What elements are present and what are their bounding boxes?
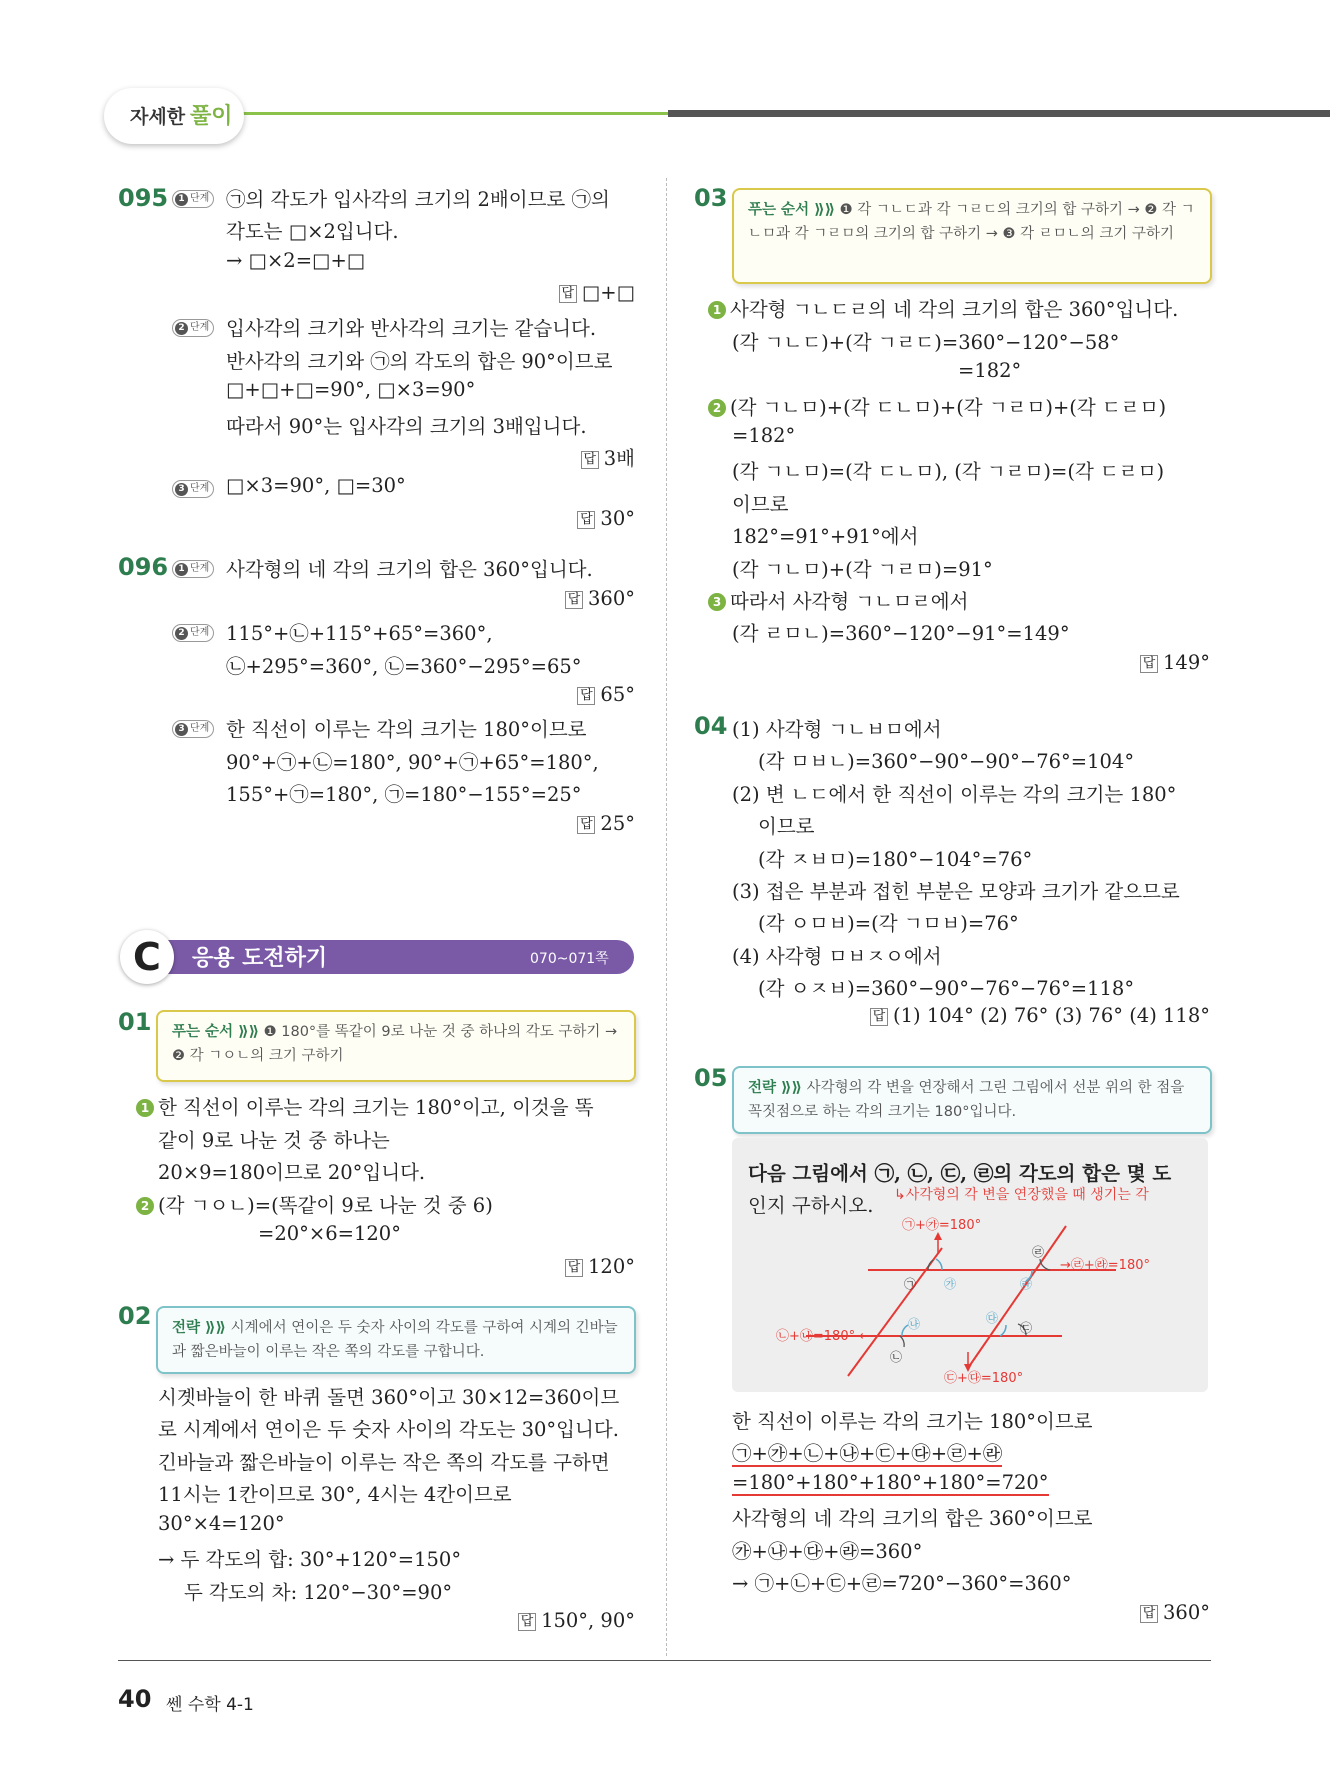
step-badge: 3 단계 (172, 720, 214, 738)
text-line: 사각형의 네 각의 크기의 합은 360°이므로 (732, 1507, 1093, 1530)
text-line: 90°+㉠+㉡=180°, 90°+㉠+65°=180°, (226, 751, 599, 774)
header-badge-part2: 풀이 (190, 104, 233, 129)
page-number: 40 (118, 1685, 152, 1713)
section-title: 응용 도전하기 (192, 946, 328, 971)
step-badge: 1 단계 (172, 560, 214, 578)
text-line: 2 (각 ㄱㄴㅁ)+(각 ㄷㄴㅁ)+(각 ㄱㄹㅁ)+(각 ㄷㄹㅁ) (708, 392, 1166, 420)
text-line: → ㉠+㉡+㉢+㉣=720°−360°=360° (732, 1572, 1072, 1595)
text-line: =182° (732, 424, 796, 447)
step-badge: 2 단계 (172, 624, 214, 642)
text-line: 같이 9로 나눈 것 중 하나는 (158, 1129, 390, 1152)
answer: 답 149° (1140, 651, 1210, 674)
figure-label-right: →㉣+㉱=180° (1060, 1258, 1150, 1273)
text-line: (3) 접은 부분과 접힌 부분은 모양과 크기가 같으므로 (732, 880, 1180, 903)
problem-text: 다음 그림에서 ㉠, ㉡, ㉢, ㉣의 각도의 합은 몇 도 (748, 1162, 1172, 1185)
step-badge: 2 단계 (172, 319, 214, 337)
text-line: (각 ㄱㄴㅁ)=(각 ㄷㄴㅁ), (각 ㄱㄹㅁ)=(각 ㄷㄹㅁ) (732, 460, 1165, 483)
strategy-box: 전략 ⟫⟫ 사각형의 각 변을 연장해서 그린 그림에서 선분 위의 한 점을 꼭짓점으로 하는 각의 크기는 180°입니다. (732, 1066, 1212, 1134)
problem-text: 인지 구하시오. (748, 1194, 874, 1217)
text-line: =180°+180°+180°+180°=720° (732, 1471, 1049, 1494)
order-box: 푸는 순서 ⟫⟫ ❶ 180°를 똑같이 9로 나눈 것 중 하나의 각도 구하기 → ❷ 각 ㄱㅇㄴ의 크기 구하기 (156, 1010, 636, 1082)
text-line: □×3=90°, □=30° (226, 474, 406, 497)
text-line: 두 각도의 차: 120°−30°=90° (184, 1581, 453, 1604)
answer: 답 25° (577, 812, 635, 835)
text-line: 로 시계에서 연이은 두 숫자 사이의 각도는 30°입니다. (158, 1418, 619, 1441)
text-line: 입사각의 크기와 반사각의 크기는 같습니다. (226, 317, 597, 340)
text-line: 반사각의 크기와 ㉠의 각도의 합은 90°이므로 (226, 350, 613, 373)
answer: 답 120° (565, 1255, 635, 1278)
header-rule (668, 110, 1330, 117)
text-line: 182°=91°+91°에서 (732, 525, 919, 548)
text-line: 사각형의 네 각의 크기의 합은 360°입니다. (226, 558, 593, 581)
text-line: → 두 각도의 합: 30°+120°=150° (158, 1548, 462, 1571)
order-box: 푸는 순서 ⟫⟫ ❶ 각 ㄱㄴㄷ과 각 ㄱㄹㄷ의 크기의 합 구하기 → ❷ 각 ㄱㄴㅁ과 각 ㄱㄹㅁ의 크기의 합 구하기 → ❸ 각 ㄹㅁㄴ의 크기 구하기 (732, 188, 1212, 284)
text-line: 1 사각형 ㄱㄴㄷㄹ의 네 각의 크기의 합은 360°입니다. (708, 294, 1178, 322)
text-line: (1) 사각형 ㄱㄴㅂㅁ에서 (732, 718, 942, 741)
text-line: (각 ㅁㅂㄴ)=360°−90°−90°−76°=104° (758, 750, 1135, 773)
text-line: 2 (각 ㄱㅇㄴ)=(똑같이 9로 나눈 것 중 6) (136, 1190, 493, 1218)
figure-label-left: ㉡+㉯=180° ← (776, 1329, 871, 1344)
text-line: =20°×6=120° (258, 1222, 401, 1245)
text-line: → □×2=□+□ (226, 249, 366, 272)
text-line: 3 따라서 사각형 ㄱㄴㅁㄹ에서 (708, 586, 968, 614)
text-line: 1 한 직선이 이루는 각의 크기는 180°이고, 이것을 똑 (136, 1092, 594, 1120)
text-line: 11시는 1칸이므로 30°, 4시는 4칸이므로 (158, 1483, 512, 1506)
answer: 답 150°, 90° (518, 1609, 635, 1632)
text-line: 30°×4=120° (158, 1512, 285, 1535)
footer-rule (118, 1660, 1211, 1661)
text-line: ㉠+㉮+㉡+㉯+㉢+㉰+㉣+㉱ (732, 1442, 1003, 1465)
strategy-box: 전략 ⟫⟫ 시계에서 연이은 두 숫자 사이의 각도를 구하여 시계의 긴바늘과 짧은바늘이 이루는 작은 쪽의 각도를 구합니다. (156, 1306, 636, 1374)
answer: 답 (1) 104° (2) 76° (3) 76° (4) 118° (870, 1004, 1210, 1027)
angle-mark: ㉡ (890, 1350, 903, 1364)
problem-number: 02 (118, 1302, 152, 1330)
figure-label-top: ㉠+㉮=180° (902, 1218, 982, 1233)
text-line: 20×9=180이므로 20°입니다. (158, 1161, 426, 1184)
step-badge: 3 단계 (172, 480, 214, 498)
section-pages: 070~071쪽 (530, 951, 609, 967)
answer: 답 360° (1140, 1601, 1210, 1624)
section-letter-badge: C (120, 930, 174, 984)
step-badge: 1 단계 (172, 190, 214, 208)
answer: 답 □+□ (559, 281, 635, 304)
text-line: 한 직선이 이루는 각의 크기는 180°이므로 (226, 718, 587, 741)
text-line: (각 ㄱㄴㅁ)+(각 ㄱㄹㅁ)=91° (732, 558, 993, 581)
text-line: (각 ㅈㅂㅁ)=180°−104°=76° (758, 848, 1033, 871)
header-badge-part1: 자세한 (130, 106, 186, 128)
angle-mark: ㉮ (944, 1277, 957, 1291)
text-line: □+□+□=90°, □×3=90° (226, 378, 476, 401)
answer: 답 360° (565, 587, 635, 610)
book-title: 쎈 수학 4-1 (166, 1695, 254, 1715)
figure-label-bottom: ㉢+㉰=180° (944, 1371, 1024, 1386)
problem-number: 05 (694, 1064, 728, 1092)
text-line: 155°+㉠=180°, ㉠=180°−155°=25° (226, 783, 582, 806)
text-line: 115°+㉡+115°+65°=360°, (226, 622, 493, 645)
problem-figure-box (732, 1138, 1208, 1392)
column-divider (666, 178, 667, 1656)
text-line: 각도는 □×2입니다. (226, 220, 399, 243)
text-line: (각 ㅇㅁㅂ)=(각 ㄱㅁㅂ)=76° (758, 912, 1019, 935)
problem-number: 04 (694, 712, 728, 740)
header-badge (104, 88, 244, 144)
answer: 답 65° (577, 683, 635, 706)
text-line: (각 ㅇㅈㅂ)=360°−90°−76°−76°=118° (758, 977, 1135, 1000)
text-line: 시곗바늘이 한 바퀴 돌면 360°이고 30×12=360이므 (158, 1386, 620, 1409)
angle-mark: ㉯ (908, 1317, 921, 1331)
angle-mark: ㉰ (986, 1311, 999, 1325)
text-line: 따라서 90°는 입사각의 크기의 3배입니다. (226, 415, 587, 438)
answer: 답 3배 (581, 443, 635, 471)
text-line: (2) 변 ㄴㄷ에서 한 직선이 이루는 각의 크기는 180° (732, 783, 1177, 806)
text-line: 이므로 (758, 815, 815, 838)
text-line: ㉮+㉯+㉰+㉱=360° (732, 1540, 923, 1563)
text-line: (각 ㄱㄴㄷ)+(각 ㄱㄹㄷ)=360°−120°−58° (732, 331, 1120, 354)
answer: 답 30° (577, 507, 635, 530)
problem-number: 095 (118, 184, 169, 212)
text-line: (4) 사각형 ㅁㅂㅈㅇ에서 (732, 945, 942, 968)
angle-mark: ㉣ (1032, 1245, 1045, 1259)
text-line: ㉡+295°=360°, ㉡=360°−295°=65° (226, 655, 582, 678)
header-accent-rule (220, 112, 668, 115)
problem-note: ↳사각형의 각 변을 연장했을 때 생기는 각 (894, 1187, 1149, 1203)
problem-number: 096 (118, 553, 169, 581)
text-line: 한 직선이 이루는 각의 크기는 180°이므로 (732, 1410, 1093, 1433)
text-line: (각 ㄹㅁㄴ)=360°−120°−91°=149° (732, 622, 1070, 645)
text-line: 이므로 (732, 493, 789, 516)
text-line: 긴바늘과 짧은바늘이 이루는 작은 쪽의 각도를 구하면 (158, 1451, 610, 1474)
problem-number: 03 (694, 184, 728, 212)
angle-mark: ㉠ (904, 1277, 917, 1291)
angle-mark: ㉱ (1020, 1277, 1033, 1291)
angle-mark: ㉢ (1020, 1321, 1033, 1335)
text-line: ㉠의 각도가 입사각의 크기의 2배이므로 ㉠의 (226, 188, 610, 211)
angle-figure (732, 1138, 1208, 1392)
problem-number: 01 (118, 1008, 152, 1036)
text-line: =182° (958, 359, 1022, 382)
